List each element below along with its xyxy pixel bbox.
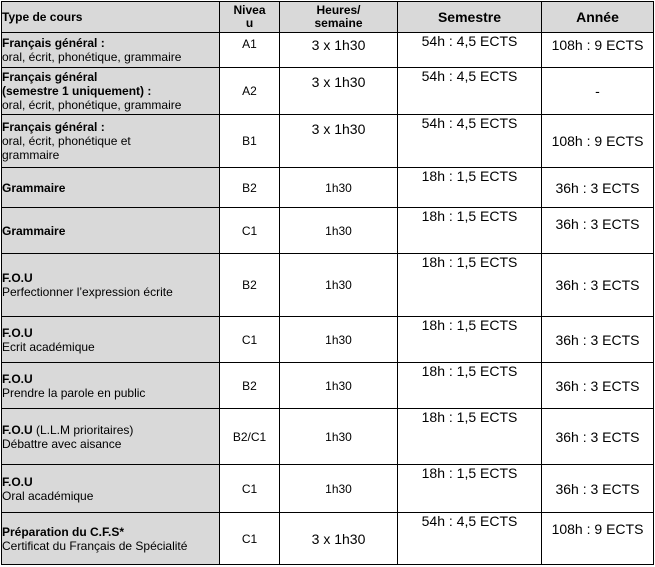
header-niveau <box>220 2 280 33</box>
header-row <box>2 2 654 33</box>
annee-cell: 36h : 3 ECTS <box>542 208 654 254</box>
semestre-cell: 18h : 1,5 ECTS <box>398 168 542 208</box>
course-type-cell <box>2 465 220 513</box>
annee-cell: 36h : 3 ECTS <box>542 363 654 409</box>
header-heures-line1: Heures/ <box>316 3 361 17</box>
annee-cell: 36h : 3 ECTS <box>542 254 654 317</box>
course-type-cell <box>2 168 220 208</box>
niveau-cell: B2 <box>220 168 280 208</box>
annee-cell: 36h : 3 ECTS <box>542 409 654 465</box>
header-niveau-line2: u <box>245 16 254 30</box>
niveau-cell: C1 <box>220 513 280 565</box>
table-row <box>2 465 654 513</box>
table-row <box>2 168 654 208</box>
course-title-line2: (semestre 1 uniquement) : <box>2 84 152 98</box>
heures-cell: 3 x 1h30 <box>280 115 398 168</box>
semestre-cell: 18h : 1,5 ECTS <box>398 465 542 513</box>
course-title: F.O.U <box>2 422 33 437</box>
semestre-cell: 18h : 1,5 ECTS <box>398 317 542 363</box>
course-title: F.O.U <box>2 474 33 489</box>
semestre-cell: 54h : 4,5 ECTS <box>398 68 542 115</box>
semestre-cell: 54h : 4,5 ECTS <box>398 513 542 565</box>
heures-cell: 1h30 <box>280 317 398 363</box>
niveau-cell: B2 <box>220 363 280 409</box>
course-title: F.O.U <box>2 325 33 340</box>
course-subtitle: Débattre avec aisance <box>2 436 122 451</box>
annee-cell: 108h : 9 ECTS <box>542 33 654 68</box>
header-heures <box>280 2 398 33</box>
heures-cell: 3 x 1h30 <box>280 33 398 68</box>
header-heures-line2: semaine <box>314 16 363 30</box>
annee-cell: 36h : 3 ECTS <box>542 465 654 513</box>
table-row <box>2 115 654 168</box>
heures-cell: 1h30 <box>280 208 398 254</box>
course-title: Grammaire <box>2 180 66 195</box>
table-row <box>2 513 654 565</box>
course-type-cell <box>2 363 220 409</box>
semestre-cell: 54h : 4,5 ECTS <box>398 33 542 68</box>
course-title: Français général <box>2 70 98 84</box>
course-type-cell <box>2 208 220 254</box>
course-type-cell <box>2 33 220 68</box>
annee-cell: 36h : 3 ECTS <box>542 317 654 363</box>
semestre-cell: 18h : 1,5 ECTS <box>398 363 542 409</box>
courses-table <box>1 1 654 565</box>
course-subtitle: Ecrit académique <box>2 339 95 354</box>
table-row <box>2 208 654 254</box>
semestre-cell: 18h : 1,5 ECTS <box>398 409 542 465</box>
table-row <box>2 317 654 363</box>
header-niveau-line1: Nivea <box>233 3 266 17</box>
niveau-cell: B2 <box>220 254 280 317</box>
niveau-cell: A2 <box>220 68 280 115</box>
course-title-wrap <box>2 423 219 437</box>
semestre-cell: 54h : 4,5 ECTS <box>398 115 542 168</box>
course-subtitle: Certificat du Français de Spécialité <box>2 538 188 553</box>
course-type-cell <box>2 254 220 317</box>
header-annee: Année <box>542 2 654 33</box>
course-title-extra: (L.L.M prioritaires) <box>32 422 134 437</box>
course-title: Français général : <box>2 120 105 134</box>
table-row <box>2 33 654 68</box>
table-row <box>2 68 654 115</box>
semestre-cell: 18h : 1,5 ECTS <box>398 254 542 317</box>
annee-cell: 108h : 9 ECTS <box>542 115 654 168</box>
course-type-cell <box>2 513 220 565</box>
course-title: F.O.U <box>2 371 33 386</box>
course-type-cell <box>2 409 220 465</box>
niveau-cell: B2/C1 <box>220 409 280 465</box>
course-type-cell <box>2 68 220 115</box>
course-subtitle: oral, écrit, phonétique, grammaire <box>2 98 182 112</box>
niveau-cell: B1 <box>220 115 280 168</box>
niveau-cell: C1 <box>220 465 280 513</box>
course-subtitle: oral, écrit, phonétique, grammaire <box>2 50 182 64</box>
table-row <box>2 363 654 409</box>
course-subtitle: oral, écrit, phonétique et <box>2 134 131 148</box>
course-type-cell <box>2 115 220 168</box>
course-title: Grammaire <box>2 223 66 238</box>
course-title: Français général : <box>2 36 105 50</box>
heures-cell: 1h30 <box>280 465 398 513</box>
niveau-cell: C1 <box>220 317 280 363</box>
annee-cell: - <box>542 68 654 115</box>
table-row <box>2 409 654 465</box>
heures-cell: 1h30 <box>280 254 398 317</box>
annee-cell: 36h : 3 ECTS <box>542 168 654 208</box>
niveau-cell: A1 <box>220 33 280 68</box>
course-title: Préparation du C.F.S* <box>2 524 125 539</box>
niveau-cell: C1 <box>220 208 280 254</box>
course-subtitle: Prendre la parole en public <box>2 385 146 400</box>
heures-cell: 1h30 <box>280 363 398 409</box>
semestre-cell: 18h : 1,5 ECTS <box>398 208 542 254</box>
course-type-cell <box>2 317 220 363</box>
course-subtitle: Perfectionner l’expression écrite <box>2 285 173 299</box>
header-semestre: Semestre <box>398 2 542 33</box>
header-type: Type de cours <box>2 2 220 33</box>
heures-cell: 1h30 <box>280 409 398 465</box>
heures-cell: 3 x 1h30 <box>280 513 398 565</box>
table-row <box>2 254 654 317</box>
heures-cell: 1h30 <box>280 168 398 208</box>
course-subtitle-line2: grammaire <box>2 148 60 162</box>
course-subtitle: Oral académique <box>2 488 94 503</box>
course-title: F.O.U <box>2 271 33 285</box>
heures-cell: 3 x 1h30 <box>280 68 398 115</box>
annee-cell: 108h : 9 ECTS <box>542 513 654 565</box>
